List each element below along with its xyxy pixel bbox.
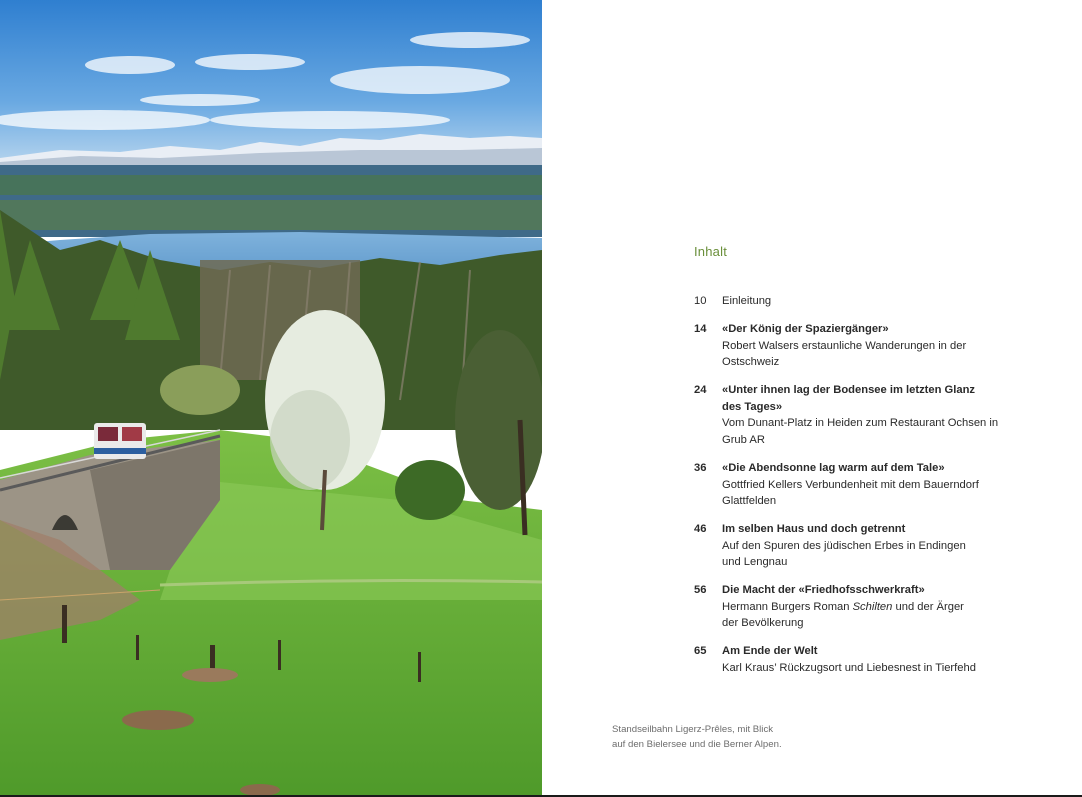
toc-entry xyxy=(694,382,1032,448)
toc-subtitle: Vom Dunant-Platz in Heiden zum Restaurant Ochsen in Grub AR xyxy=(722,417,999,446)
toc-subtitle-text: Hermann Burgers Roman xyxy=(722,600,853,613)
toc-page-number: 24 xyxy=(694,384,707,396)
toc-entry xyxy=(694,582,1032,632)
toc-page-number: 36 xyxy=(694,462,707,474)
toc-heading: Einleitung xyxy=(722,295,772,307)
toc-title: Inhalt xyxy=(694,244,728,259)
toc-page-number: 10 xyxy=(694,295,707,307)
toc-heading: Am Ende der Welt xyxy=(722,645,818,657)
toc-heading: «Unter ihnen lag der Bodensee im letzten Glanz des Tages» xyxy=(722,384,976,413)
toc-subtitle: Karl Kraus’ Rückzugsort und Liebesnest in Tierfehd xyxy=(722,661,976,674)
caption-line: Standseilbahn Ligerz-Prêles, mit Blick xyxy=(612,724,774,735)
toc-entry xyxy=(694,643,1032,676)
toc-subtitle xyxy=(722,599,982,632)
toc-entry xyxy=(694,293,771,310)
toc-page-number: 46 xyxy=(694,523,707,535)
toc-subtitle: Auf den Spuren des jüdischen Erbes in Endingen und Lengnau xyxy=(722,539,966,569)
toc-heading: Im selben Haus und doch getrennt xyxy=(722,523,906,535)
toc-entry xyxy=(694,460,1032,510)
toc-heading: «Die Abendsonne lag warm auf dem Tale» xyxy=(722,462,945,474)
toc-subtitle-text: und der Ärger der Bevölkerung xyxy=(722,600,964,630)
toc-page-number: 56 xyxy=(694,584,707,596)
toc-page-number: 14 xyxy=(694,323,707,335)
toc-subtitle: Robert Walsers erstaunliche Wanderungen in der Ostschweiz xyxy=(722,339,967,369)
toc-entry xyxy=(694,521,1032,571)
toc-heading: «Der König der Spaziergänger» xyxy=(722,323,889,335)
photo-caption xyxy=(612,723,832,752)
toc-subtitle-italic: Schilten xyxy=(852,600,893,613)
toc-heading: Die Macht der «Friedhofsschwerkraft» xyxy=(722,584,925,596)
toc-subtitle: Gottfried Kellers Verbundenheit mit dem Bauerndorf Glattfelden xyxy=(722,478,979,508)
toc-page-number: 65 xyxy=(694,645,707,657)
toc-entry xyxy=(694,321,1024,371)
caption-line: auf den Bielersee und die Berner Alpen. xyxy=(612,738,782,750)
